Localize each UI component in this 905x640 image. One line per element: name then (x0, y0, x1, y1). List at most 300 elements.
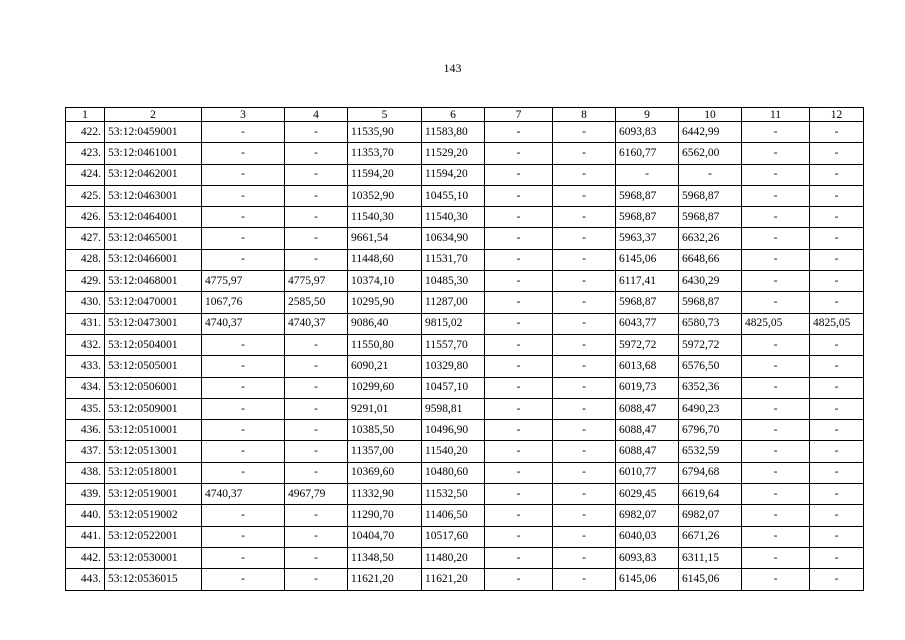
table-cell: - (810, 143, 864, 164)
table-cell: - (742, 505, 810, 526)
table-cell: 4775,97 (285, 271, 348, 292)
table-cell: - (485, 228, 553, 249)
table-cell: 9661,54 (348, 228, 422, 249)
table-cell: 11287,00 (422, 292, 485, 313)
column-header-9: 9 (616, 108, 679, 122)
table-cell: 429. (66, 271, 105, 292)
table-cell: 442. (66, 547, 105, 568)
table-cell: - (553, 164, 616, 185)
table-cell: 2585,50 (285, 292, 348, 313)
column-header-1: 1 (66, 108, 105, 122)
table-cell: - (485, 185, 553, 206)
table-cell: 53:12:0536015 (105, 569, 202, 590)
table-cell: - (485, 143, 553, 164)
table-cell: - (485, 420, 553, 441)
table-cell: 11621,20 (348, 569, 422, 590)
table-cell: - (485, 569, 553, 590)
table-cell: 6093,83 (616, 547, 679, 568)
table-cell: 53:12:0519002 (105, 505, 202, 526)
table-cell: - (553, 207, 616, 228)
table-cell: 436. (66, 420, 105, 441)
table-cell: - (810, 420, 864, 441)
table-cell: 430. (66, 292, 105, 313)
table-cell: - (742, 377, 810, 398)
table-cell: - (810, 207, 864, 228)
table-cell: 11290,70 (348, 505, 422, 526)
table-row (66, 398, 864, 419)
table-cell: - (553, 547, 616, 568)
table-cell: 53:12:0506001 (105, 377, 202, 398)
table-cell: 6430,29 (679, 271, 742, 292)
table-cell: 11448,60 (348, 249, 422, 270)
table-cell: - (485, 484, 553, 505)
table-cell: 53:12:0530001 (105, 547, 202, 568)
table-cell: - (742, 398, 810, 419)
table-cell: 6029,45 (616, 484, 679, 505)
table-cell: 4740,37 (202, 484, 285, 505)
table-cell: 6093,83 (616, 122, 679, 143)
table-row (66, 547, 864, 568)
table-cell: - (485, 207, 553, 228)
table-cell: - (285, 547, 348, 568)
table-cell: 53:12:0463001 (105, 185, 202, 206)
table-cell: - (485, 462, 553, 483)
page-number: 143 (443, 61, 462, 75)
table-cell: 443. (66, 569, 105, 590)
table-cell: - (202, 122, 285, 143)
column-header-8: 8 (553, 108, 616, 122)
table-row (66, 505, 864, 526)
table-cell: 10457,10 (422, 377, 485, 398)
table-cell: 11540,30 (348, 207, 422, 228)
table-row (66, 420, 864, 441)
table-cell: 11480,20 (422, 547, 485, 568)
table-cell: - (485, 271, 553, 292)
table-cell: 5968,87 (679, 207, 742, 228)
table-row (66, 249, 864, 270)
table-row (66, 377, 864, 398)
table-cell: 433. (66, 356, 105, 377)
table-cell: - (742, 185, 810, 206)
table-cell: - (485, 505, 553, 526)
table-cell: 11406,50 (422, 505, 485, 526)
table-cell: 427. (66, 228, 105, 249)
table-cell: - (810, 377, 864, 398)
table-cell: - (553, 569, 616, 590)
table-cell: - (810, 547, 864, 568)
table-cell: 53:12:0504001 (105, 334, 202, 355)
table-cell: - (810, 271, 864, 292)
table-cell: 6671,26 (679, 526, 742, 547)
table-cell: - (553, 505, 616, 526)
table-cell: 4740,37 (202, 313, 285, 334)
table-cell: - (202, 185, 285, 206)
table-cell: - (285, 164, 348, 185)
table-cell: - (285, 377, 348, 398)
table-cell: 11621,20 (422, 569, 485, 590)
table-cell: - (810, 356, 864, 377)
table-cell: - (485, 334, 553, 355)
table-cell: - (202, 505, 285, 526)
table-cell: - (202, 398, 285, 419)
table-cell: 11550,80 (348, 334, 422, 355)
table-cell: - (742, 143, 810, 164)
table-cell: - (553, 484, 616, 505)
table-cell: - (202, 143, 285, 164)
table-cell: 10385,50 (348, 420, 422, 441)
table-row (66, 122, 864, 143)
table-cell: - (742, 569, 810, 590)
table-cell: - (742, 420, 810, 441)
table-cell: 10374,10 (348, 271, 422, 292)
table-cell: 6088,47 (616, 441, 679, 462)
table-row (66, 228, 864, 249)
table-cell: 10352,90 (348, 185, 422, 206)
table-cell: 10496,90 (422, 420, 485, 441)
table-cell: - (810, 441, 864, 462)
table-row (66, 526, 864, 547)
table-cell: - (742, 292, 810, 313)
table-cell: 53:12:0466001 (105, 249, 202, 270)
table-cell: 6040,03 (616, 526, 679, 547)
table-cell: - (553, 356, 616, 377)
table-cell: 439. (66, 484, 105, 505)
table-cell: - (553, 462, 616, 483)
table-cell: 6648,66 (679, 249, 742, 270)
table-cell: 9086,40 (348, 313, 422, 334)
table-cell: 11583,80 (422, 122, 485, 143)
table-cell: 5968,87 (679, 185, 742, 206)
table-cell: 11540,20 (422, 441, 485, 462)
table-cell: 4825,05 (742, 313, 810, 334)
table-cell: - (485, 122, 553, 143)
table-cell: - (285, 505, 348, 526)
table-cell: 426. (66, 207, 105, 228)
table-cell: - (810, 526, 864, 547)
table-cell: - (202, 569, 285, 590)
table-cell: 10517,60 (422, 526, 485, 547)
table-cell: 6145,06 (679, 569, 742, 590)
table-cell: 431. (66, 313, 105, 334)
table-cell: - (285, 228, 348, 249)
table-cell: 432. (66, 334, 105, 355)
table-cell: - (202, 420, 285, 441)
table-cell: - (553, 122, 616, 143)
table-cell: 11532,50 (422, 484, 485, 505)
table-cell: 434. (66, 377, 105, 398)
column-header-10: 10 (679, 108, 742, 122)
table-cell: - (742, 547, 810, 568)
table-cell: - (742, 526, 810, 547)
table-row (66, 271, 864, 292)
table-cell: - (485, 526, 553, 547)
table-cell: 11348,50 (348, 547, 422, 568)
table-cell: - (202, 334, 285, 355)
table-cell: - (742, 249, 810, 270)
table-cell: 53:12:0473001 (105, 313, 202, 334)
table-cell: 10329,80 (422, 356, 485, 377)
table-cell: - (202, 526, 285, 547)
table-cell: 5968,87 (679, 292, 742, 313)
column-header-5: 5 (348, 108, 422, 122)
table-cell: 6576,50 (679, 356, 742, 377)
table-cell: 53:12:0513001 (105, 441, 202, 462)
table-cell: 6982,07 (679, 505, 742, 526)
table-cell: - (285, 569, 348, 590)
table-cell: 11357,00 (348, 441, 422, 462)
table-row (66, 334, 864, 355)
table-cell: 6117,41 (616, 271, 679, 292)
table-cell: 6796,70 (679, 420, 742, 441)
table-cell: 6088,47 (616, 398, 679, 419)
table-cell: - (285, 356, 348, 377)
table-cell: - (553, 313, 616, 334)
table-cell: 11594,20 (348, 164, 422, 185)
table-cell: 6311,15 (679, 547, 742, 568)
table-cell: 9815,02 (422, 313, 485, 334)
table-cell: - (742, 484, 810, 505)
table-row (66, 207, 864, 228)
table-cell: - (485, 164, 553, 185)
table-cell: - (810, 228, 864, 249)
table-cell: - (810, 569, 864, 590)
table-cell: - (202, 547, 285, 568)
table-cell: 6010,77 (616, 462, 679, 483)
table-cell: - (553, 292, 616, 313)
table-cell: 5972,72 (616, 334, 679, 355)
table-cell: 11531,70 (422, 249, 485, 270)
table-cell: 53:12:0464001 (105, 207, 202, 228)
table-cell: 428. (66, 249, 105, 270)
table-cell: 10299,60 (348, 377, 422, 398)
table-cell: 6794,68 (679, 462, 742, 483)
table-cell: - (285, 249, 348, 270)
table-cell: - (742, 228, 810, 249)
table-cell: - (810, 462, 864, 483)
table-cell: 5972,72 (679, 334, 742, 355)
table-cell: 441. (66, 526, 105, 547)
table-cell: - (553, 249, 616, 270)
table-cell: 6145,06 (616, 249, 679, 270)
table-cell: - (285, 207, 348, 228)
table-cell: 5968,87 (616, 292, 679, 313)
table-cell: 10295,90 (348, 292, 422, 313)
table-cell: 6580,73 (679, 313, 742, 334)
table-cell: - (485, 292, 553, 313)
data-table (65, 107, 864, 591)
table-cell: 435. (66, 398, 105, 419)
table-cell: - (742, 271, 810, 292)
table-cell: - (485, 547, 553, 568)
table-cell: 6160,77 (616, 143, 679, 164)
table-cell: - (553, 377, 616, 398)
table-cell: 4775,97 (202, 271, 285, 292)
table-cell: - (202, 462, 285, 483)
table-cell: 6090,21 (348, 356, 422, 377)
table-cell: - (485, 249, 553, 270)
table-cell: - (202, 441, 285, 462)
table-cell: 53:12:0522001 (105, 526, 202, 547)
table-cell: 10455,10 (422, 185, 485, 206)
table-cell: 5968,87 (616, 185, 679, 206)
table-cell: - (810, 122, 864, 143)
table-cell: - (553, 228, 616, 249)
table-cell: - (202, 164, 285, 185)
table-cell: 53:12:0468001 (105, 271, 202, 292)
table-cell: 6088,47 (616, 420, 679, 441)
table-cell: 53:12:0505001 (105, 356, 202, 377)
table-cell: 53:12:0459001 (105, 122, 202, 143)
table-cell: - (285, 526, 348, 547)
table-cell: - (810, 334, 864, 355)
table-cell: 6632,26 (679, 228, 742, 249)
table-cell: - (285, 441, 348, 462)
table-cell: - (202, 228, 285, 249)
table-cell: - (810, 505, 864, 526)
table-cell: 53:12:0462001 (105, 164, 202, 185)
table-cell: - (679, 164, 742, 185)
table-body (66, 122, 864, 591)
table-cell: - (810, 185, 864, 206)
table-cell: - (553, 398, 616, 419)
table-cell: - (553, 441, 616, 462)
table-cell: - (285, 185, 348, 206)
table-cell: 6145,06 (616, 569, 679, 590)
table-cell: - (810, 398, 864, 419)
table-cell: - (810, 164, 864, 185)
table-cell: 11353,70 (348, 143, 422, 164)
table-cell: 11535,90 (348, 122, 422, 143)
table-cell: - (285, 462, 348, 483)
table-cell: 6532,59 (679, 441, 742, 462)
table-cell: 53:12:0465001 (105, 228, 202, 249)
table-cell: 425. (66, 185, 105, 206)
table-cell: - (810, 249, 864, 270)
table-cell: 53:12:0461001 (105, 143, 202, 164)
table-cell: 440. (66, 505, 105, 526)
table-cell: 4825,05 (810, 313, 864, 334)
table-cell: - (616, 164, 679, 185)
table-cell: 4740,37 (285, 313, 348, 334)
table-cell: 1067,76 (202, 292, 285, 313)
table-cell: 10485,30 (422, 271, 485, 292)
table-cell: - (485, 356, 553, 377)
column-header-3: 3 (202, 108, 285, 122)
table-cell: - (285, 420, 348, 441)
table-row (66, 143, 864, 164)
table-row (66, 356, 864, 377)
table-cell: - (810, 484, 864, 505)
table-cell: 9291,01 (348, 398, 422, 419)
column-header-11: 11 (742, 108, 810, 122)
table-cell: 5968,87 (616, 207, 679, 228)
table-cell: 53:12:0510001 (105, 420, 202, 441)
table-cell: - (202, 377, 285, 398)
table-cell: 10369,60 (348, 462, 422, 483)
table-cell: 53:12:0518001 (105, 462, 202, 483)
table-cell: 10404,70 (348, 526, 422, 547)
column-header-7: 7 (485, 108, 553, 122)
table-cell: 437. (66, 441, 105, 462)
table-cell: - (485, 377, 553, 398)
table-cell: 53:12:0519001 (105, 484, 202, 505)
table-row (66, 313, 864, 334)
table-cell: - (553, 185, 616, 206)
table-row (66, 462, 864, 483)
table-cell: 6982,07 (616, 505, 679, 526)
table-cell: - (202, 249, 285, 270)
table-cell: - (810, 292, 864, 313)
table-cell: 6043,77 (616, 313, 679, 334)
table-cell: 11332,90 (348, 484, 422, 505)
table-row (66, 292, 864, 313)
table-cell: - (202, 207, 285, 228)
table-cell: 53:12:0509001 (105, 398, 202, 419)
table-cell: 11557,70 (422, 334, 485, 355)
table-cell: 10634,90 (422, 228, 485, 249)
table-cell: 6490,23 (679, 398, 742, 419)
table-cell: 53:12:0470001 (105, 292, 202, 313)
table-cell: 438. (66, 462, 105, 483)
table-cell: 6013,68 (616, 356, 679, 377)
table-cell: - (742, 164, 810, 185)
table-cell: 6442,99 (679, 122, 742, 143)
table-cell: 6352,36 (679, 377, 742, 398)
table-cell: - (485, 441, 553, 462)
table-cell: 5963,37 (616, 228, 679, 249)
table-header (66, 108, 864, 122)
table-cell: - (553, 526, 616, 547)
table-cell: 10480,60 (422, 462, 485, 483)
table-cell: - (553, 143, 616, 164)
column-header-2: 2 (105, 108, 202, 122)
table-cell: 9598,81 (422, 398, 485, 419)
table-cell: - (485, 313, 553, 334)
table-cell: - (485, 398, 553, 419)
table-cell: - (202, 356, 285, 377)
table-cell: 11540,30 (422, 207, 485, 228)
table-cell: - (285, 143, 348, 164)
table-cell: - (285, 122, 348, 143)
table-row (66, 185, 864, 206)
table-cell: - (285, 334, 348, 355)
table-cell: - (742, 441, 810, 462)
column-header-4: 4 (285, 108, 348, 122)
table-cell: - (742, 122, 810, 143)
table-row (66, 164, 864, 185)
table-cell: 4967,79 (285, 484, 348, 505)
table-cell: - (285, 398, 348, 419)
header-row (66, 108, 864, 122)
table-cell: - (742, 334, 810, 355)
table-cell: 424. (66, 164, 105, 185)
column-header-6: 6 (422, 108, 485, 122)
table-cell: 6019,73 (616, 377, 679, 398)
table-row (66, 441, 864, 462)
table-cell: - (742, 356, 810, 377)
table-cell: 6562,00 (679, 143, 742, 164)
column-header-12: 12 (810, 108, 864, 122)
table-cell: 423. (66, 143, 105, 164)
table-cell: 11529,20 (422, 143, 485, 164)
table-cell: - (742, 462, 810, 483)
table-cell: - (553, 334, 616, 355)
table-cell: - (742, 207, 810, 228)
table-cell: 11594,20 (422, 164, 485, 185)
table-cell: - (553, 420, 616, 441)
table-cell: 6619,64 (679, 484, 742, 505)
table-row (66, 569, 864, 590)
